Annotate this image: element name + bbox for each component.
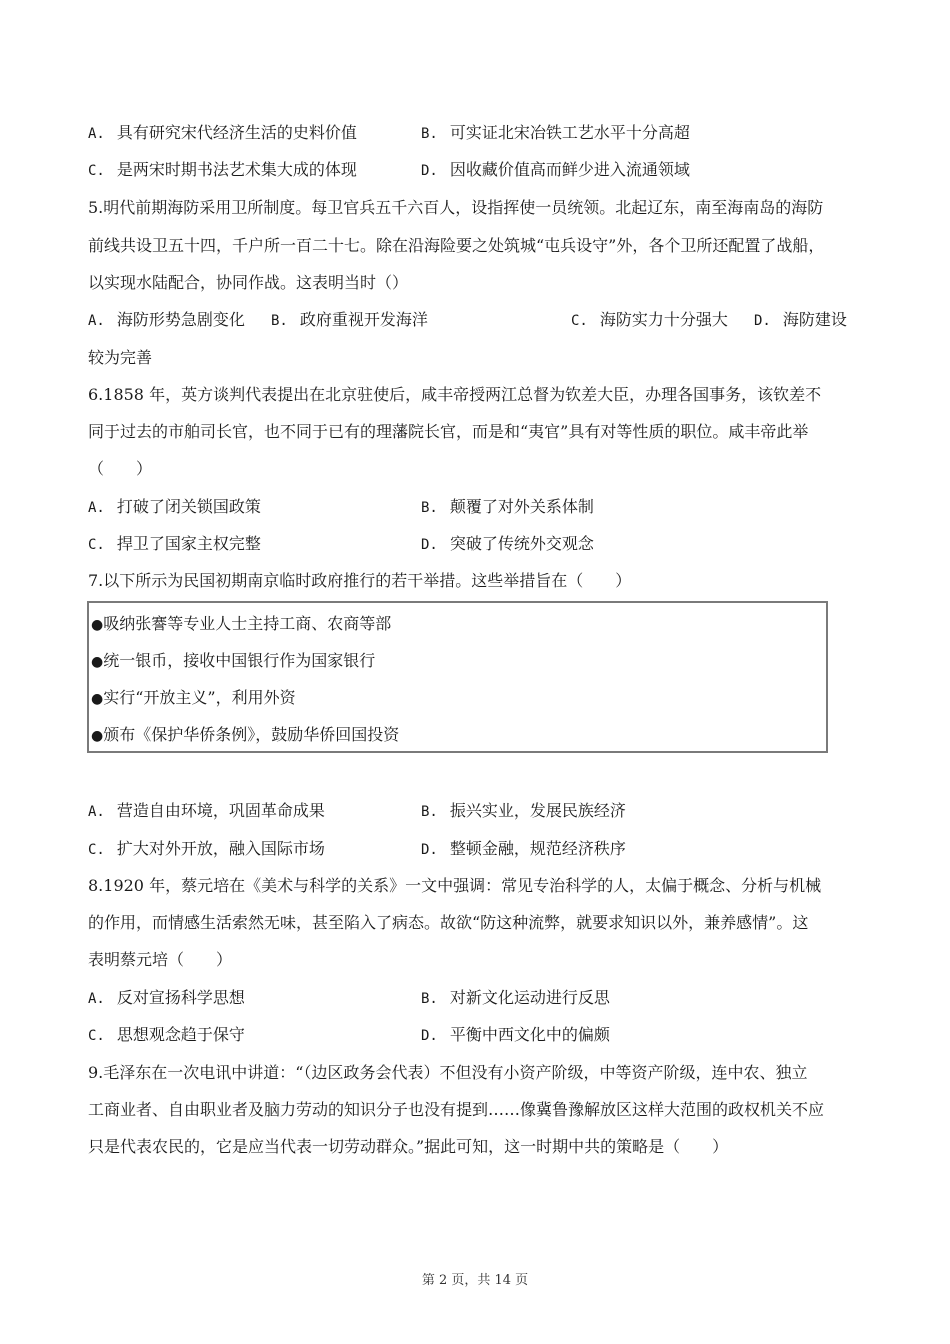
option-letter: A.	[88, 500, 105, 516]
q6-option-b[interactable]	[421, 497, 594, 518]
bullet-icon: ●	[91, 654, 104, 670]
q7-measures-box	[87, 601, 828, 753]
option-letter: C.	[88, 537, 105, 553]
q8-stem-line-1: 8.1920 年，蔡元培在《美术与科学的关系》一文中强调：常见专治科学的人，太偏于概念、分析与机械	[88, 876, 822, 895]
option-letter: C.	[88, 1028, 105, 1044]
q6-stem-line-1: 6.1858 年，英方谈判代表提出在北京驻使后，咸丰帝授两江总督为钦差大臣，办理各国事务，该钦差不	[88, 385, 822, 404]
option-text: 反对宣扬科学思想	[116, 988, 245, 1007]
option-letter: D.	[421, 537, 438, 553]
measure-text: 吸纳张謇等专业人士主持工商、农商等部	[103, 614, 392, 633]
q7-option-a[interactable]	[88, 801, 325, 822]
option-letter: A.	[88, 991, 105, 1007]
q7-stem-line-1: 7.以下所示为民国初期南京临时政府推行的若干举措。这些举措旨在（ ）	[88, 571, 632, 590]
option-letter: A.	[88, 126, 105, 142]
option-letter: D.	[754, 313, 771, 329]
q5-stem-line-3: 以实现水陆配合，协同作战。这表明当时（）	[88, 273, 409, 292]
q9-stem-line-3: 只是代表农民的，它是应当代表一切劳动群众。”据此可知，这一时期中共的策略是（ ）	[88, 1137, 729, 1156]
q7-measure-item	[91, 688, 296, 709]
q5-option-d-continued: 较为完善	[88, 348, 153, 367]
option-letter: C.	[571, 313, 588, 329]
option-letter: B.	[421, 804, 438, 820]
option-text: 捍卫了国家主权完整	[116, 534, 261, 553]
q5-option-b[interactable]	[271, 310, 428, 331]
option-letter: B.	[421, 991, 438, 1007]
option-text: 打破了闭关锁国政策	[116, 497, 261, 516]
measure-text: 统一银币，接收中国银行作为国家银行	[103, 651, 376, 670]
option-text: 对新文化运动进行反思	[449, 988, 610, 1007]
option-text: 突破了传统外交观念	[449, 534, 594, 553]
option-text: 可实证北宋冶铁工艺水平十分高超	[449, 123, 690, 142]
option-letter: A.	[88, 313, 105, 329]
option-text: 具有研究宋代经济生活的史料价值	[116, 123, 357, 142]
q4-option-a[interactable]	[88, 123, 357, 144]
q8-option-b[interactable]	[421, 988, 610, 1009]
q5-stem-line-1: 5.明代前期海防采用卫所制度。每卫官兵五千六百人，设指挥使一员统领。北起辽东，南至海南岛的海防	[88, 198, 824, 217]
q8-option-c[interactable]	[88, 1025, 245, 1046]
q5-option-d[interactable]	[754, 310, 847, 331]
measure-text: 实行“开放主义”，利用外资	[103, 688, 296, 707]
q8-stem-line-3: 表明蔡元培（ ）	[88, 950, 233, 969]
option-text: 扩大对外开放，融入国际市场	[116, 839, 325, 858]
q4-option-d[interactable]	[421, 160, 690, 181]
q6-option-c[interactable]	[88, 534, 261, 555]
q7-option-d[interactable]	[421, 839, 626, 860]
q4-option-b[interactable]	[421, 123, 690, 144]
option-letter: B.	[271, 313, 288, 329]
option-text: 颠覆了对外关系体制	[449, 497, 594, 516]
option-text: 营造自由环境，巩固革命成果	[116, 801, 325, 820]
option-letter: D.	[421, 1028, 438, 1044]
q9-stem-line-2: 工商业者、自由职业者及脑力劳动的知识分子也没有提到……像冀鲁豫解放区这样大范围的政权机关不应	[88, 1100, 825, 1119]
q5-stem-line-2: 前线共设卫五十四，千户所一百二十七。除在沿海险要之处筑城“屯兵设守”外，各个卫所还配置了战船，	[88, 236, 825, 255]
option-text: 海防建设	[782, 310, 847, 329]
option-text: 振兴实业，发展民族经济	[449, 801, 626, 820]
q7-measure-item	[91, 725, 399, 746]
q8-option-d[interactable]	[421, 1025, 610, 1046]
q6-stem-line-3: （ ）	[88, 459, 153, 478]
q8-option-a[interactable]	[88, 988, 245, 1009]
bullet-icon: ●	[91, 728, 104, 744]
q6-option-d[interactable]	[421, 534, 594, 555]
q7-option-b[interactable]	[421, 801, 626, 822]
q7-measure-item	[91, 651, 375, 672]
q7-option-c[interactable]	[88, 839, 325, 860]
q6-stem-line-2: 同于过去的市舶司长官，也不同于已有的理藩院长官，而是和“夷官”具有对等性质的职位。咸丰帝此举	[88, 422, 809, 441]
option-text: 因收藏价值高而鲜少进入流通领域	[449, 160, 690, 179]
option-text: 思想观念趋于保守	[116, 1025, 245, 1044]
option-letter: A.	[88, 804, 105, 820]
option-text: 政府重视开发海洋	[299, 310, 428, 329]
q7-measure-item	[91, 614, 391, 635]
page-footer: 第 2 页，共 14 页	[421, 1273, 529, 1288]
bullet-icon: ●	[91, 617, 104, 633]
q6-option-a[interactable]	[88, 497, 261, 518]
q5-option-c[interactable]	[571, 310, 728, 331]
measure-text: 颁布《保护华侨条例》，鼓励华侨回国投资	[103, 725, 400, 744]
option-letter: B.	[421, 500, 438, 516]
option-text: 是两宋时期书法艺术集大成的体现	[116, 160, 357, 179]
q4-option-c[interactable]	[88, 160, 357, 181]
option-letter: B.	[421, 126, 438, 142]
q9-stem-line-1: 9.毛泽东在一次电讯中讲道：“（边区政务会代表）不但没有小资产阶级，中等资产阶级，连中农、独立	[88, 1063, 808, 1082]
option-text: 整顿金融，规范经济秩序	[449, 839, 626, 858]
option-text: 平衡中西文化中的偏颇	[449, 1025, 610, 1044]
option-letter: D.	[421, 842, 438, 858]
q8-stem-line-2: 的作用，而情感生活索然无味，甚至陷入了病态。故欲“防这种流弊，就要求知识以外，兼养感情”。这	[88, 913, 809, 932]
option-letter: C.	[88, 163, 105, 179]
option-text: 海防实力十分强大	[599, 310, 728, 329]
bullet-icon: ●	[91, 691, 104, 707]
option-text: 海防形势急剧变化	[116, 310, 245, 329]
option-letter: D.	[421, 163, 438, 179]
option-letter: C.	[88, 842, 105, 858]
q5-option-a[interactable]	[88, 310, 245, 331]
